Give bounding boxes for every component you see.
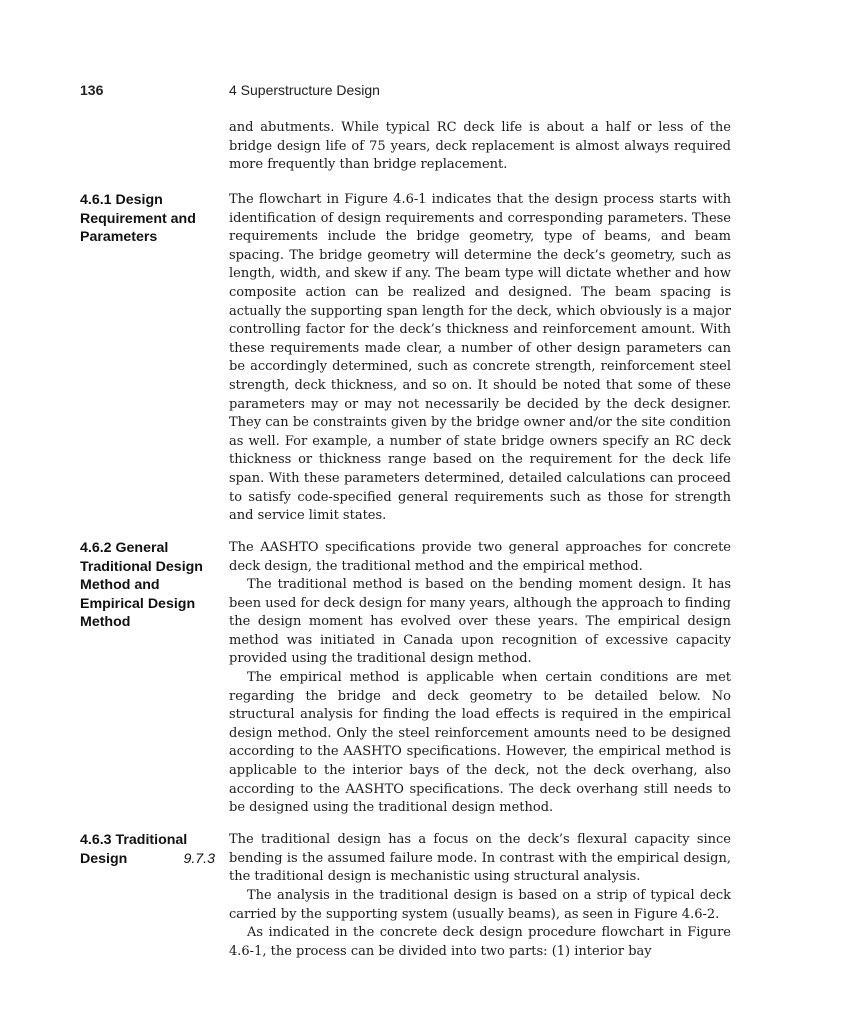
page-number: 136 [80,82,104,98]
intro-paragraph: and abutments. While typical RC deck life is about a half or less of the bridge design life of 75 years, deck replacement is almost always required more frequently than bridge replacement. [229,120,731,173]
spec-reference: 9.7.3 [183,850,215,867]
section-4-6-3-paragraph-2: The analysis in the traditional design is based on a strip of typical deck carried by the supporting system (usually beams), as seen in Figure 4.6-2. [229,888,731,922]
section-4-6-2-paragraph-2: The traditional method is based on the bending moment design. It has been used for deck design for many years, although the approach to finding the design moment has evolved over these years. The empirical design method was initiated in Canada upon recognition of excessive capacity provided using the traditional design method. [229,577,731,667]
running-header [80,82,740,102]
section-4-6-3-paragraph-3: As indicated in the concrete deck design procedure flowchart in Figure 4.6-1, the process can be divided into two parts: (1) interior bay [229,925,731,959]
section-4-6-2-paragraph-1: The AASHTO specifications provide two general approaches for concrete deck design, the traditional method and the empirical method. [229,540,731,574]
section-4-6-3-paragraph-1: The traditional design has a focus on the deck’s flexural capacity since bending is the assumed failure mode. In contrast with the empirical design, the traditional design is mechanistic using structural analysis. [229,832,731,885]
section-heading-4-6-2: 4.6.2 General Traditional Design Method and Empirical Design Method [80,540,203,630]
section-4-6-1-paragraph: The flowchart in Figure 4.6-1 indicates that the design process starts with identification of design requirements and corresponding parameters. These requirements include the bridge geometry, type of beams, and beam spacing. The bridge geometry will determine the deck’s geometry, such as length, width, and skew if any. The beam type will dictate whether and how composite action can be realized and designed. The beam spacing is actually the supporting span length for the deck, which obviously is a major controlling factor for the deck’s thickness and reinforcement amount. With these requirements made clear, a number of other design parameters can be accordingly determined, such as concrete strength, reinforcement steel strength, deck thickness, and so on. It should be noted that some of these parameters may or may not necessarily be decided by the deck designer. They can be constraints given by the bridge owner and/or the site condition as well. For example, a number of state bridge owners specify an RC deck thickness or thickness range based on the requirement for the deck life span. With these parameters determined, detailed calculations can proceed to satisfy code-specified general requirements such as those for strength and service limit states. [229,192,731,524]
chapter-title: 4 Superstructure Design [229,82,380,98]
section-heading-4-6-1: 4.6.1 Design Requirement and Parameters [80,192,196,245]
section-heading-text: 4.6.3 Traditional Design [80,832,188,867]
section-4-6-2-paragraph-3: The empirical method is applicable when certain conditions are met regarding the bridge and deck geometry to be detailed below. No structural analysis for finding the load effects is required in the empirical design method. Only the steel reinforcement amounts need to be designed according to the AASHTO specifications. However, the empirical method is applicable to the interior bays of the deck, not the deck overhang, also according to the AASHTO specifications. The deck overhang still needs to be designed using the traditional design method. [229,670,731,816]
section-heading-4-6-3 [80,831,215,868]
